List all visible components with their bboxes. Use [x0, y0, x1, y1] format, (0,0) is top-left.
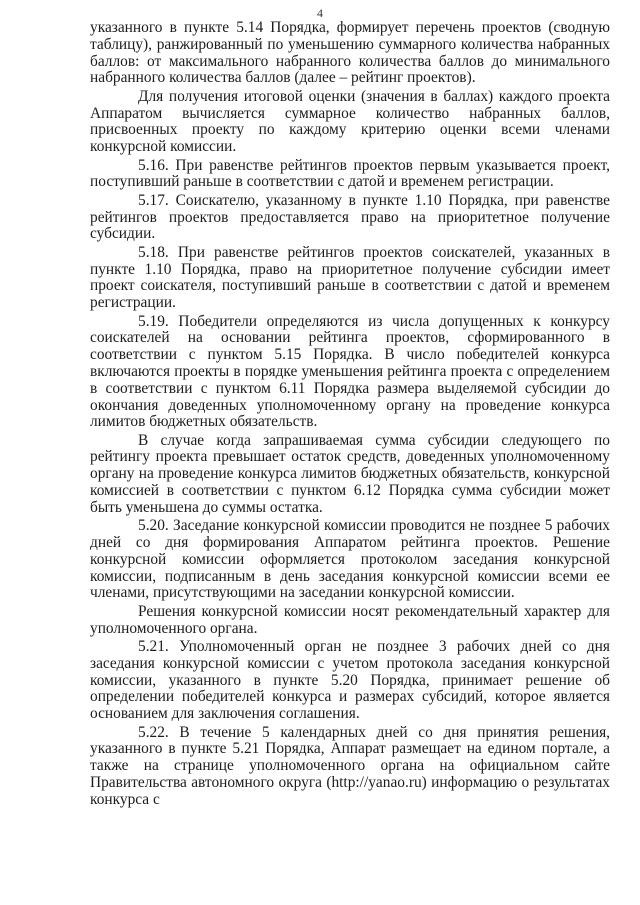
paragraph: Решения конкурсной комиссии носят рекомендательный характер для уполномоченного органа. [90, 602, 610, 637]
paragraph-5-17: 5.17. Соискателю, указанному в пункте 1.10 Порядка, при равенстве рейтингов проектов предоставляется право на приоритетное получение субсидии. [90, 191, 610, 243]
paragraph-5-19: 5.19. Победители определяются из числа допущенных к конкурсу соискателей на основании рейтинга проектов, сформированного в соответствии с пунктом 5.15 Порядка. В число победителей конкурса включаются проекты в порядке уменьшения рейтинга проекта с определением в соответствии с пунктом 6.11 Порядка размера выделяемой субсидии до окончания доведенных уполномоченному органу на проведение конкурса лимитов бюджетных обязательств. [90, 312, 610, 431]
document-body [90, 20, 610, 810]
paragraph-5-20: 5.20. Заседание конкурсной комиссии проводится не позднее 5 рабочих дней со дня формирования Аппаратом рейтинга проектов. Решение конкурсной комиссии оформляется протоколом заседания конкурсной комиссии, подписанным в день заседания конкурсной комиссии всеми ее членами, присутствующими на заседании конкурсной комиссии. [90, 517, 610, 602]
paragraph: Для получения итоговой оценки (значения в баллах) каждого проекта Аппаратом вычисляется суммарное количество набранных баллов, присвоенных проекту по каждому критерию оценки всеми членами конкурсной комиссии. [90, 87, 610, 156]
paragraph: В случае когда запрашиваемая сумма субсидии следующего по рейтингу проекта превышает остаток средств, доведенных уполномоченному органу на проведение конкурса лимитов бюджетных обязательств, конкурсной комиссией в соответствии с пунктом 6.12 Порядка сумма субсидии может быть уменьшена до суммы остатка. [90, 431, 610, 516]
paragraph-5-21: 5.21. Уполномоченный орган не позднее 3 рабочих дней со дня заседания конкурсной комиссии с учетом протокола заседания конкурсной комиссии, указанного в пункте 5.20 Порядка, принимает решение об определении победителей конкурса и размерах субсидий, которое является основанием для заключения соглашения. [90, 638, 610, 723]
paragraph: указанного в пункте 5.14 Порядка, формирует перечень проектов (сводную таблицу), ранжированный по уменьшению суммарного количества набранных баллов: от максимального набранного количества баллов до минимального набранного количества баллов (далее – рейтинг проектов). [90, 19, 610, 87]
paragraph-5-22: 5.22. В течение 5 календарных дней со дня принятия решения, указанного в пункте 5.21 Порядка, Аппарат размещает на едином портале, а также на странице уполномоченного органа на официальном сайте Правительства автономного округа (http://yanao.ru) информацию о результатах конкурса с [90, 723, 610, 808]
paragraph-5-16: 5.16. При равенстве рейтингов проектов первым указывается проект, поступивший раньше в соответствии с датой и временем регистрации. [90, 156, 610, 191]
paragraph-5-18: 5.18. При равенстве рейтингов проектов соискателей, указанных в пункте 1.10 Порядка, право на приоритетное получение субсидии имеет проект соискателя, поступивший раньше в соответствии с датой и временем регистрации. [90, 243, 610, 312]
page-number: 4 [317, 6, 323, 20]
